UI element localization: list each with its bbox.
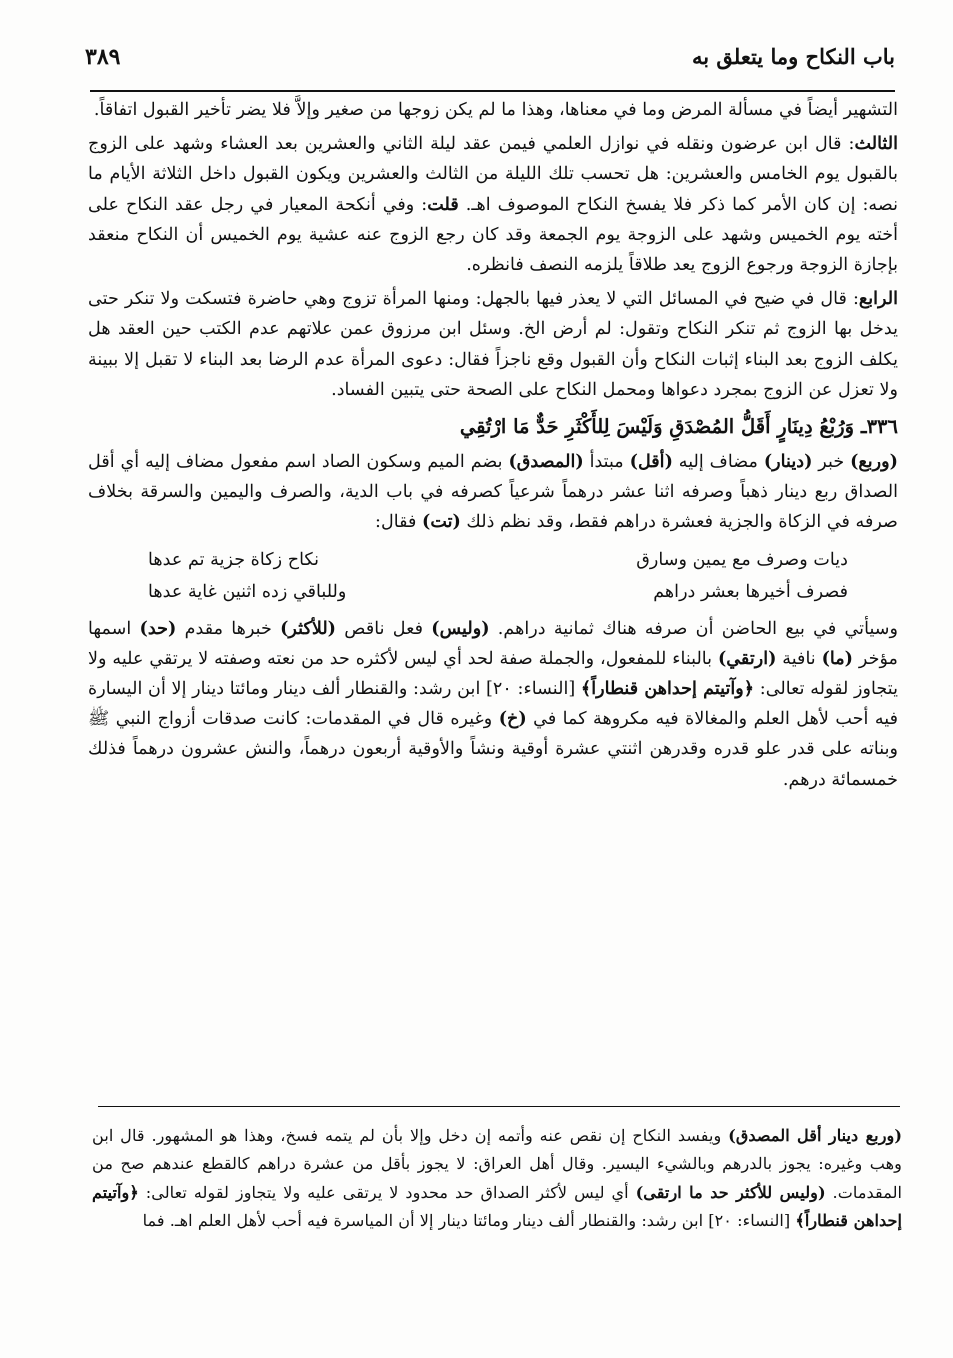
poem-hemistich: فصرف أخيرها بعشر دراهم [653, 581, 848, 602]
text: أي ليس لأكثر الصداق حد محدود لا يرتقى عليه ولا يتجاوز لقوله تعالى: [138, 1182, 636, 1202]
header-rule [90, 90, 895, 92]
term-hadd: (حد) [139, 617, 177, 639]
poem-row-1 [148, 544, 848, 576]
text: [النساء: ٢٠] ابن رشد: والقنطار ألف دينار ومائتا دينار إلا أن المياسرة فيه أحب لأهل العلم اهـ. فما [142, 1210, 796, 1230]
footnote-rule [98, 1106, 900, 1107]
label-third: الثالث [854, 133, 898, 155]
term-musdaq: (المصدق) [508, 451, 584, 473]
verse-336: ٣٣٦ـ وَرُبْعُ دِينَارٍ أَقَلُّ المُصْدَقِ وَلَيْسَ لِلأَكْثَرِ حَدٌّ مَا ارْتُقِي [459, 415, 898, 439]
term-aqall: (أقل) [629, 451, 673, 473]
text: بضم الميم وسكون الصاد اسم مفعول مضاف إليه أي أقل الصداق ربع دينار ذهباً وصرفه اثنا عشر درهماً شرعياً كصرفه في باب الدية، والصرف واليمين والسرقة بخلاف صرفه في الزكاة والجزية فعشرة دراهم فقط، وقد نظم ذلك [88, 452, 898, 533]
term-wa-rub: (وربع) [850, 451, 898, 473]
footnote-term: (وليس للأكثر حد ما ارتقى) [635, 1182, 826, 1202]
commentary-paragraph [88, 447, 898, 538]
footnote-term: (وربع دينار أقل المصدق) [728, 1126, 902, 1145]
poem-hemistich: نكاح زكاة جزية تم عدها [148, 549, 320, 570]
poem-hemistich: وللباقي زده اثنين غاية عدها [148, 581, 347, 602]
footnote [92, 1122, 902, 1235]
text: ويفسد النكاح إن نقص عنه وأتمه إن دخل وإلا بأن لم يتمه فسخ، وهذا هو المشهور. قال ابن وهب وغيره: يجوز بالدرهم وبالشيء اليسير. وقال أهل العراق: لا يجوز بأقل من عشرة دراهم كالقطع عندهم صح من المقدمات. [92, 1126, 903, 1202]
text-fourth: : قال في ضيح في المسائل التي لا يعذر فيها بالجهل: ومنها المرأة تزوج وهي حاضرة فتسكت ولا تنكر حتى يدخل بها الزوج ثم تنكر النكاح وتقول: لم أرض الخ. وسئل ابن مرزوق عمن علاتهم عدم الكتب حين العقد هل يكلف الزوج بعد البناء إثبات النكاح وأن القبول وقع ناجزاً فقال: دعوى المرأة عدم الرضا بعد البناء لا تقبل إلا ببينة ولا تعزل عن الزوج بمجرد دعواها ومحمل النكاح على الصحة حتى يتبين الفساد. [88, 289, 898, 400]
text: وسيأتي في بيع الحاضن أن صرفه هناك ثمانية دراهم. [489, 618, 898, 639]
label-qult: قلت [427, 193, 459, 215]
text: اسمها مؤخر [88, 618, 898, 669]
term-laysa: (وليس) [431, 617, 490, 639]
poem-hemistich: ديات وصرف مع يمين وسارق [636, 549, 848, 570]
text: خبرها مقدم [176, 618, 281, 639]
main-text [88, 95, 898, 799]
poem [88, 544, 898, 608]
commentary-paragraph-2 [88, 614, 898, 795]
term-tt: (تت) [422, 511, 461, 533]
poem-row-2 [148, 576, 848, 608]
text: نافية [776, 648, 822, 669]
chapter-title: باب النكاح وما يتعلق به [691, 44, 895, 69]
text: فعل ناقص [336, 618, 432, 639]
term-kh: (خ) [498, 708, 527, 730]
page-header [85, 42, 895, 76]
label-fourth: الرابع [858, 288, 898, 310]
paragraph-fourth [88, 284, 898, 405]
quran-reference: [النساء: ٢٠] [480, 679, 581, 700]
text: وغيره قال في المقدمات: كانت صدقات أزواج النبي ﷺ وبناته على قدر علو قدره وقدرهن اثنتي عشرة أوقية ونشاً والأوقية أربعون درهماً، والنش عشرون درهماً فذلك خمسمائة درهم. [88, 709, 898, 790]
text: مضاف إليه [672, 452, 764, 473]
page-number: ٣٨٩ [85, 44, 121, 70]
text: مبتدأ [583, 452, 630, 473]
text-third: : قال ابن عرضون ونقله في نوازل العلمي فيمن عقد ليلة الثاني والعشرين بعد العشاء وشهد على الزوج بالقبول يوم الخامس والعشرين: هل تحسب تلك الليلة من الثالث والعشرين ويكون القبول داخل الثلاثة الأيام ما نصه: إن كان الأمر كما ذكر فلا يفسخ النكاح الموصوف اهـ. [88, 134, 898, 215]
term-dinar: (دينار) [763, 451, 813, 473]
term-ma: (ما) [821, 647, 854, 669]
text: فقال: [375, 512, 423, 533]
term-irtuqi: (ارتقي) [717, 647, 777, 669]
paragraph-third [88, 129, 898, 280]
term-lil-akthar: (للأكثر) [280, 617, 337, 639]
quran-quote: ﴿وآتيتم إحداهن قنطاراً﴾ [580, 678, 755, 700]
text-qult: : وفي أنكحة المعيار في رجل عقد النكاح على أخته يوم الخميس وشهد على الزوجة يوم الجمعة وقد كان رجع الزوج عنه عشية يوم الخميس أن النكاح منعقد بإجازة الزوجة ورجوع الزوج يعد طلاقاً يلزمه النصف فانظره. [88, 194, 898, 276]
text: ابن رشد: والقنطار ألف دينار ومائتا دينار إلا أن اليسارة فيه أحب لأهل العلم والمغالاة فيه مكروهة كما في [88, 679, 898, 730]
quran-quote: ﴿وآتيتم إحداهن قنطاراً﴾ [92, 1182, 902, 1230]
text: خبر [812, 452, 851, 473]
paragraph-1: التشهير أيضاً في مسألة المرض وما في معناها، وهذا ما لم يكن زوجها من صغير وإلاَّ فلا يضر تأخير القبول اتفاقاً. [93, 100, 898, 120]
text: بالبناء للمفعول، والجملة صفة لحد أي ليس لأكثره حد من نعته وصفته لا يرتقي عليه ولا يتجاوز لقوله تعالى: [88, 648, 898, 700]
footnote-paragraph [92, 1122, 902, 1235]
